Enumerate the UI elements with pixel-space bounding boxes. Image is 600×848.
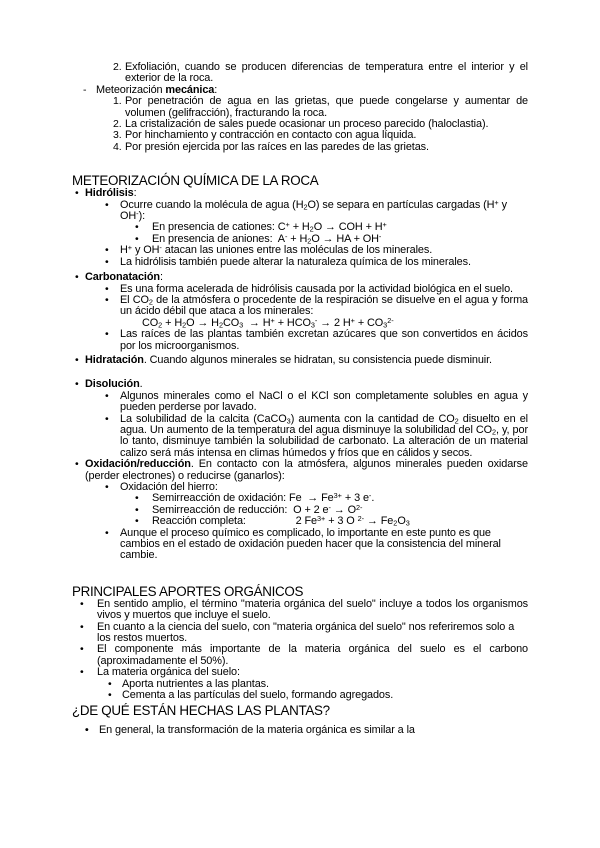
list-marker: - — [83, 83, 87, 96]
item-text: Carbonatación: — [85, 271, 163, 284]
list-marker: • — [108, 689, 112, 702]
item-text: El componente más importante de la materia orgánica del suelo es el carbono (aproximadamente el 50%). — [97, 643, 528, 667]
list-marker: • — [75, 378, 79, 391]
section-heading — [72, 173, 528, 188]
list-marker: 3. — [113, 129, 122, 142]
list-marker: • — [108, 677, 112, 690]
list-marker: • — [80, 620, 84, 633]
list-item — [72, 62, 528, 85]
heading-text: ¿DE QUÉ ESTÁN HECHAS LAS PLANTAS? — [72, 702, 330, 718]
list-marker: • — [80, 597, 84, 610]
list-item — [72, 690, 528, 701]
list-marker: • — [135, 232, 139, 245]
list-item — [72, 644, 528, 667]
item-text: Disolución. — [85, 378, 143, 391]
list-item — [72, 257, 528, 268]
list-marker: • — [80, 643, 84, 656]
list-marker: • — [105, 328, 109, 341]
item-text: La cristalización de sales puede ocasionar un proceso parecido (haloclastia). — [125, 118, 489, 131]
heading-text: PRINCIPALES APORTES ORGÁNICOS — [72, 583, 304, 599]
list-marker: 4. — [113, 140, 122, 153]
item-text: Aporta nutrientes a las plantas. — [122, 677, 269, 690]
list-item — [72, 272, 528, 283]
list-item — [72, 459, 528, 482]
list-marker: • — [105, 282, 109, 295]
list-item — [72, 667, 528, 678]
item-text: Por penetración de agua en las grietas, que puede congelarse y aumentar de volumen (gelifracción), fracturando la roca. — [125, 95, 528, 119]
list-marker: 1. — [113, 95, 122, 108]
item-text: La solubilidad de la calcita (CaCO$_3$) aumenta con la cantidad de $CO_2$ disuelto en el agua. Un aumento de la temperatura del agua disminuye la solubilidad del $CO_2$, y, por lo tanto, disminuye también la solubilidad de carbonato. La alteración de un material calizo será más intensa en climas húmedos y fríos que en cálidos y secos. — [120, 412, 528, 459]
list-item — [72, 142, 528, 153]
list-item — [72, 197, 528, 223]
list-item — [72, 599, 528, 622]
item-text: Algunos minerales como el NaCl o el KCl son completamente solubles en agua y pueden perderse por lavado. — [120, 389, 528, 414]
list-item — [72, 245, 528, 256]
item-text: Cementa a las partículas del suelo, formando agregados. — [122, 689, 394, 702]
item-text: La hidrólisis también puede alterar la naturaleza química de los minerales. — [120, 255, 471, 268]
list-marker: • — [75, 271, 79, 284]
item-text: En presencia de aniones: $A^- + H_2O$ → HA + OH- — [152, 231, 382, 246]
item-text: En presencia de cationes: $C^+ + H_2O$ → COH + H+ — [152, 220, 387, 234]
document-content — [72, 62, 528, 736]
list-marker: • — [105, 526, 109, 539]
section-heading — [72, 584, 528, 599]
item-text: Meteorización mecánica: — [96, 83, 218, 96]
list-item — [72, 355, 528, 366]
item-text: El $CO_2$ de la atmósfera o procedente de la respiración se disuelve en el agua y forma un ácido débil que ataca a los minerales: — [120, 293, 529, 318]
item-text: Por hinchamiento y contracción en contacto con agua líquida. — [125, 129, 417, 142]
list-item — [72, 329, 528, 352]
list-item — [72, 391, 528, 414]
item-text: Es una forma acelerada de hidrólisis causada por la actividad biológica en el suelo. — [120, 282, 513, 295]
item-text: Exfoliación, cuando se producen diferencias de temperatura entre el interior y el exterior de la roca. — [125, 61, 528, 85]
list-marker: • — [105, 293, 109, 306]
list-item — [72, 96, 528, 119]
list-marker: • — [105, 198, 109, 211]
list-marker: 2. — [113, 118, 122, 131]
list-marker: • — [80, 666, 84, 679]
list-item — [72, 528, 528, 562]
section-heading — [72, 703, 528, 718]
item-text: Aunque el proceso químico es complicado, lo importante en este punto es que cambios en el estado de oxidación pueden hacer que la consistencia del mineral cambie. — [120, 526, 501, 562]
list-marker: • — [135, 503, 139, 516]
item-text: Hidrólisis: — [85, 187, 137, 200]
list-marker: 2. — [113, 61, 122, 73]
list-item — [72, 188, 528, 199]
item-text: Reacción completa: 2 $Fe^{3+} + 3$ O $^{2-} \to Fe_2O_3$ — [152, 514, 410, 528]
list-item — [72, 414, 528, 460]
item-text: Oxidación del hierro: — [120, 481, 218, 493]
list-marker: • — [135, 515, 139, 528]
item-text: Semirreacción de oxidación: $Fe \to Fe^{3+} + 3$ e-. — [152, 491, 375, 505]
list-marker: • — [85, 723, 89, 736]
item-text: Oxidación/reducción. En contacto con la atmósfera, algunos minerales pueden oxidarse (perder electrones) o reducirse (ganarlos): — [85, 458, 528, 482]
item-text: Las raíces de las plantas también excretan azúcares que son convertidos en ácidos por los microorganismos. — [120, 328, 528, 352]
list-marker: • — [75, 353, 79, 366]
list-item — [72, 622, 528, 645]
item-text: En sentido amplio, el término "materia orgánica del suelo" incluye a todos los organismos vivos y muertos que incluye el suelo. — [97, 597, 528, 622]
list-item — [72, 295, 528, 318]
list-item — [72, 516, 528, 527]
list-marker: • — [75, 458, 79, 471]
list-item — [72, 725, 528, 736]
list-marker: • — [105, 389, 109, 402]
list-marker: • — [105, 481, 109, 493]
item-text: La materia orgánica del suelo: — [97, 666, 240, 679]
list-marker: • — [105, 244, 109, 257]
list-marker: • — [75, 187, 79, 200]
item-text: Hidratación. Cuando algunos minerales se hidratan, su consistencia puede disminuir. — [85, 353, 492, 366]
item-text: Semirreacción de reducción: O + 2 $e^- \to O^{2-}$ — [152, 502, 363, 516]
item-text: En cuanto a la ciencia del suelo, con "materia orgánica del suelo" nos referiremos solo a los restos muertos. — [97, 620, 515, 645]
item-text: H+ y OH- atacan las uniones entre las moléculas de los minerales. — [120, 243, 433, 257]
list-marker: • — [135, 492, 139, 505]
item-text: Ocurre cuando la molécula de agua $(H_2O)$ se separa en partículas cargadas (H+ y OH-): — [120, 197, 507, 223]
heading-text: METEORIZACIÓN QUÍMICA DE LA ROCA — [72, 173, 319, 189]
list-marker: • — [105, 412, 109, 425]
item-text: Por presión ejercida por las raíces en las paredes de las grietas. — [125, 140, 429, 153]
item-text: $CO_2 + H_2O \to H_2CO_3 \to H^+ + HCO_3^- \to 2$ $H^+ + CO_3^{2-}$ — [142, 315, 394, 330]
item-text: En general, la transformación de la materia orgánica es similar a la — [99, 723, 415, 736]
list-marker: • — [105, 255, 109, 268]
list-marker: • — [135, 221, 139, 234]
